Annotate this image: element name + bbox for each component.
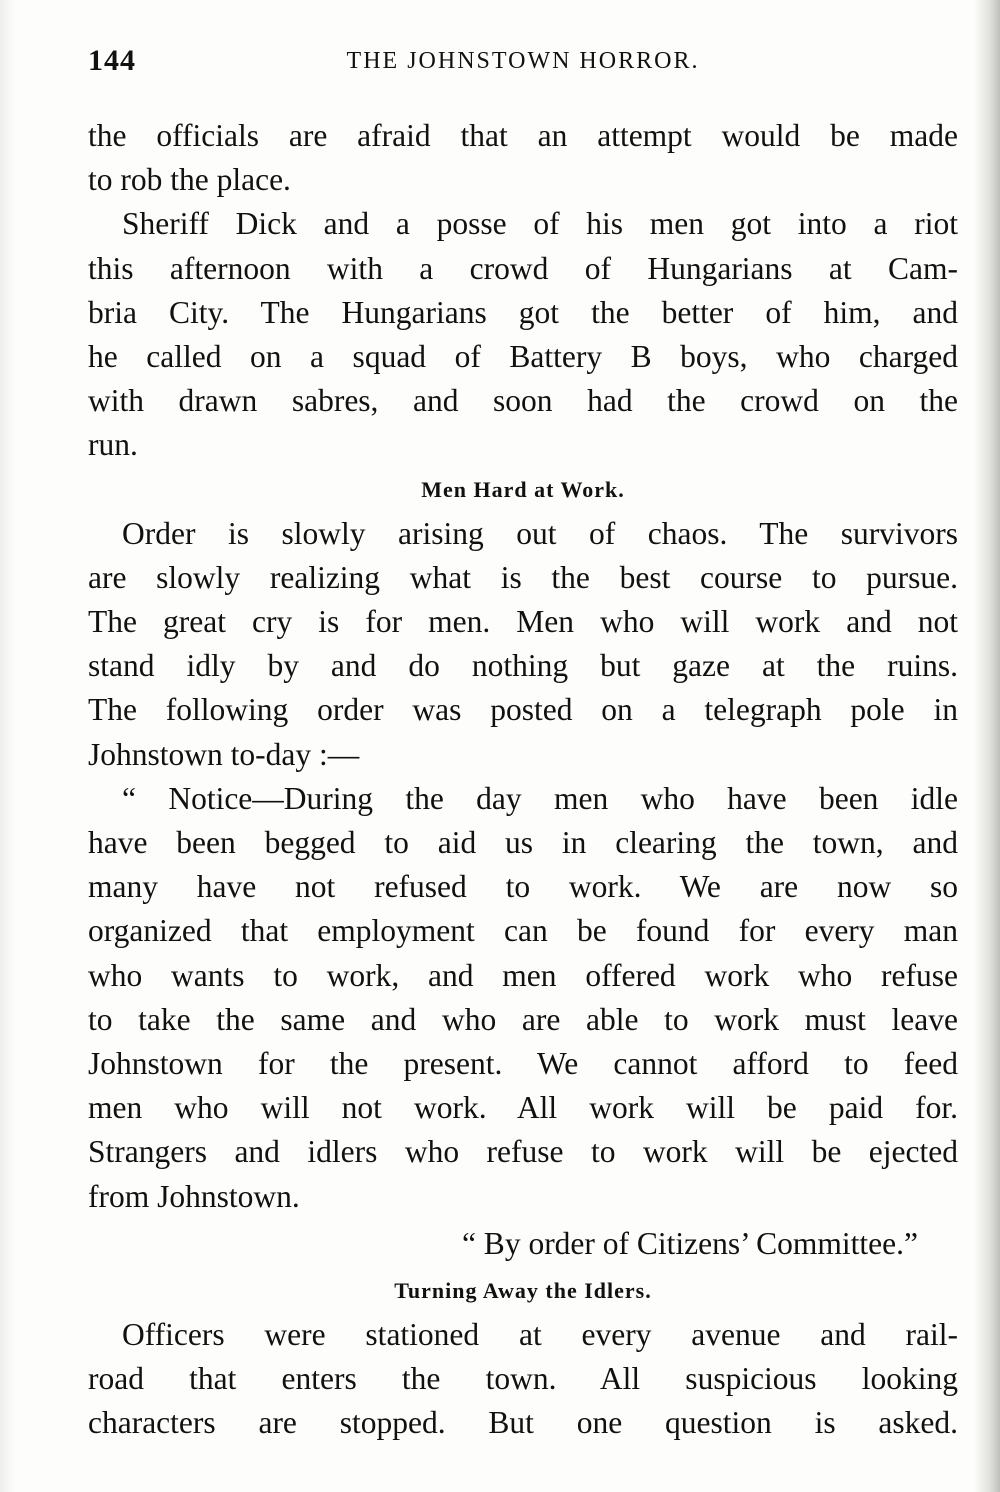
text-line: with drawn sabres, and soon had the crowd on the: [88, 383, 958, 419]
text-line: who wants to work, and men offered work who refuse: [88, 957, 958, 993]
text-line: stand idly by and do nothing but gaze at the ruins.: [88, 648, 958, 684]
page-header: [88, 44, 958, 84]
text-line: “ Notice—During the day men who have been idle: [122, 780, 958, 816]
text-line: organized that employment can be found for every man: [88, 913, 958, 949]
page-edge-right: [974, 0, 1000, 1492]
text-line: to rob the place.: [88, 162, 291, 198]
text-line: from Johnstown.: [88, 1178, 300, 1214]
text-line: Johnstown to-day :—: [88, 736, 360, 772]
text-line: bria City. The Hungarians got the better of him, and: [88, 294, 958, 330]
text-line: road that enters the town. All suspicious looking: [88, 1361, 958, 1397]
text-line: characters are stopped. But one question is asked.: [88, 1405, 958, 1441]
text-line: to take the same and who are able to work must leave: [88, 1001, 958, 1037]
text-line: Order is slowly arising out of chaos. The survivors: [122, 515, 958, 551]
text-line: The great cry is for men. Men who will work and not: [88, 604, 958, 640]
section-heading: Men Hard at Work.: [421, 476, 625, 502]
signature-line: “ By order of Citizens’ Committee.”: [461, 1225, 918, 1261]
running-title: THE JOHNSTOWN HORROR.: [346, 48, 700, 74]
section-heading: Turning Away the Idlers.: [394, 1277, 652, 1303]
text-line: he called on a squad of Battery B boys, who charged: [88, 338, 958, 374]
text-line: run.: [88, 427, 138, 463]
text-line: have been begged to aid us in clearing the town, and: [88, 825, 958, 860]
text-line: are slowly realizing what is the best course to pursue.: [88, 559, 958, 595]
text-line: Officers were stationed at every avenue and rail-: [122, 1316, 958, 1352]
text-line: Johnstown for the present. We cannot afford to feed: [88, 1045, 958, 1081]
text-line: men who will not work. All work will be paid for.: [88, 1090, 958, 1126]
page-text: [88, 114, 958, 1445]
page-number: 144: [88, 44, 136, 77]
text-line: Sheriff Dick and a posse of his men got into a riot: [122, 206, 958, 242]
text-line: this afternoon with a crowd of Hungarians at Cam-: [88, 250, 958, 286]
page-edge-left: [0, 0, 14, 1492]
text-line: Strangers and idlers who refuse to work will be ejected: [88, 1134, 958, 1170]
text-line: many have not refused to work. We are now so: [88, 869, 958, 905]
text-line: the officials are afraid that an attempt would be made: [88, 118, 958, 153]
text-line: The following order was posted on a telegraph pole in: [88, 692, 958, 728]
